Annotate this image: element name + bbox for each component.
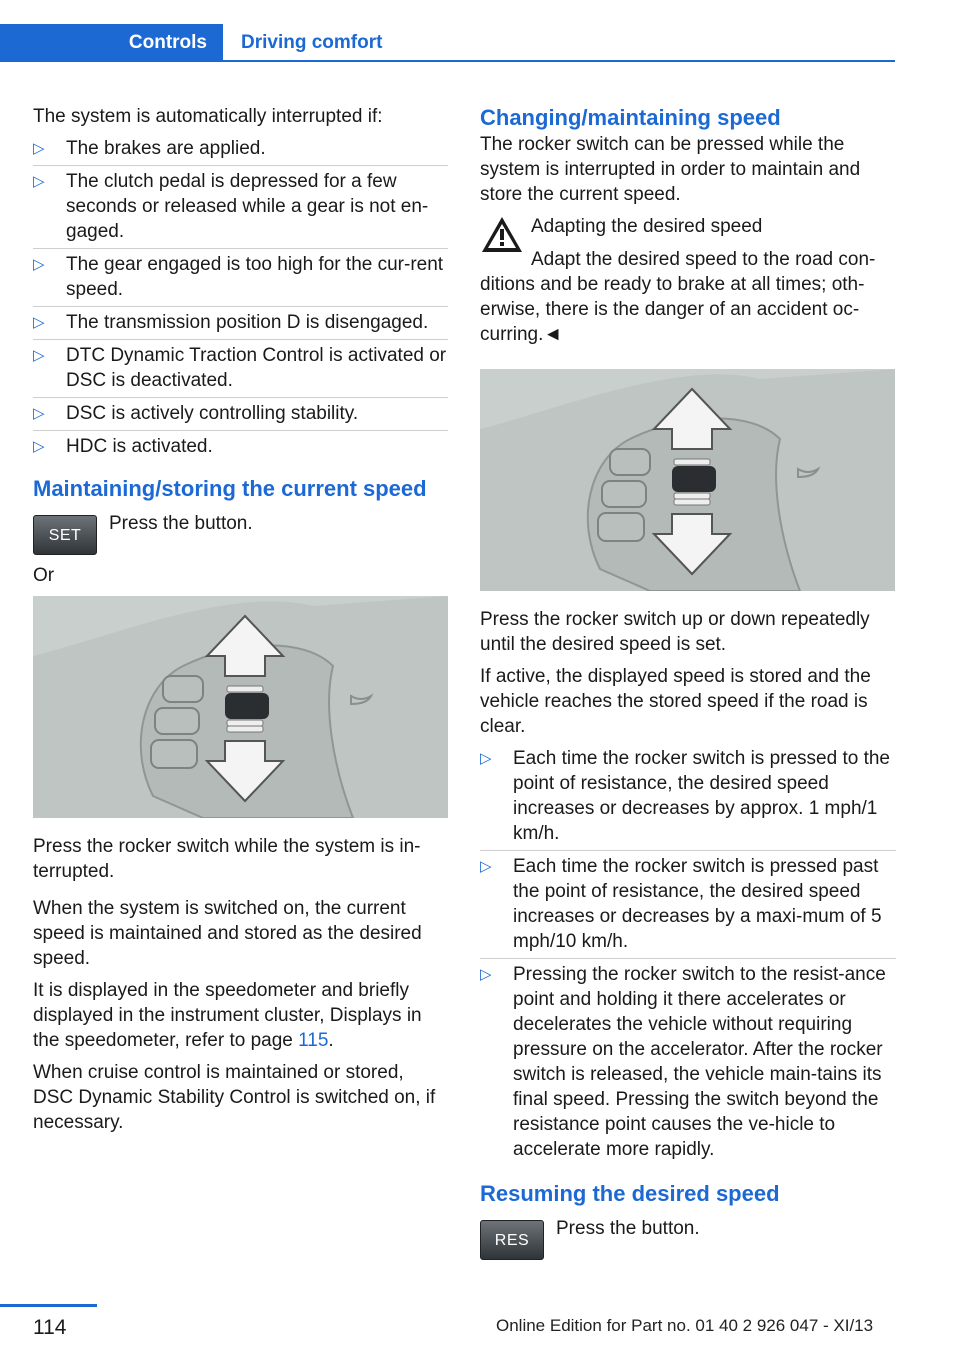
triangle-right-icon: ▷	[33, 347, 45, 364]
right-column	[480, 104, 896, 1268]
paragraph-system-on: When the system is switched on, the current speed is maintained and stored as the desired speed.	[33, 898, 422, 969]
section-heading-changing: Changing/maintaining speed	[480, 105, 781, 130]
triangle-right-icon: ▷	[33, 256, 45, 273]
section-tab-driving-comfort[interactable]: Driving comfort	[241, 32, 383, 53]
list-item: ▷ Each time the rocker switch is pressed past the point of resistance, the desired speed increases or decreases by a maxi‐mum of 5 mph/10 km/h.	[480, 854, 896, 959]
page-footer	[0, 1302, 960, 1362]
paragraph-if-active: If active, the displayed speed is stored and the vehicle reaches the stored speed if the road is clear.	[480, 666, 871, 737]
footer-rule	[0, 1304, 97, 1307]
paragraph-press-repeatedly: Press the rocker switch up or down repeatedly until the desired speed is set.	[480, 609, 870, 655]
res-button-icon: RES	[480, 1220, 544, 1260]
header-rule	[223, 60, 895, 62]
section-tab-controls[interactable]: Controls	[0, 24, 223, 62]
triangle-right-icon: ▷	[33, 438, 45, 455]
warning-text-first-line: Adapt the desired speed to the road con‐	[531, 249, 876, 270]
set-button-icon: SET	[33, 515, 97, 555]
page-number: 114	[33, 1316, 67, 1339]
press-button-text: Press the button.	[109, 513, 253, 534]
triangle-right-icon: ▷	[33, 173, 45, 190]
rocker-behavior-list	[480, 746, 896, 1166]
list-item: ▷ The transmission position D is disengaged.	[33, 310, 448, 340]
triangle-right-icon: ▷	[33, 314, 45, 331]
section-heading-maintaining: Maintaining/storing the current speed	[33, 476, 427, 501]
list-item: ▷ HDC is activated.	[33, 436, 213, 457]
or-text: Or	[33, 565, 55, 586]
steering-wheel-rocker-figure	[480, 369, 895, 591]
interrupt-conditions-list	[33, 136, 448, 463]
triangle-right-icon: ▷	[33, 405, 45, 422]
triangle-right-icon: ▷	[480, 966, 492, 983]
page-header	[0, 24, 895, 62]
list-item: ▷ The gear engaged is too high for the cur‐rent speed.	[33, 252, 448, 307]
warning-block	[480, 214, 896, 347]
triangle-right-icon: ▷	[33, 140, 45, 157]
list-item: ▷ The clutch pedal is depressed for a few seconds or released while a gear is not en‐gaged.	[33, 169, 448, 249]
intro-text: The system is automatically interrupted if:	[33, 106, 383, 127]
list-item: ▷ Each time the rocker switch is pressed to the point of resistance, the desired speed increases or decreases by approx. 1 mph/1 km/h.	[480, 746, 896, 851]
press-button-text: Press the button.	[556, 1218, 700, 1239]
list-item: ▷ The brakes are applied.	[33, 136, 448, 166]
paragraph-dsc: When cruise control is maintained or stored, DSC Dynamic Stability Control is switched on, if necessary.	[33, 1062, 436, 1133]
warning-title: Adapting the desired speed	[531, 216, 763, 237]
warning-text: ditions and be ready to brake at all times; oth‐erwise, there is the danger of an accident oc‐curring.◄	[480, 274, 865, 345]
res-button-row	[480, 1216, 896, 1260]
triangle-right-icon: ▷	[480, 858, 492, 875]
steering-wheel-rocker-figure	[33, 596, 448, 818]
section-heading-resuming: Resuming the desired speed	[480, 1181, 780, 1206]
warning-triangle-icon	[480, 214, 524, 254]
paragraph-rocker-interrupted: Press the rocker switch while the system is in‐terrupted.	[33, 836, 421, 882]
edition-text: Online Edition for Part no. 01 40 2 926 047 - XI/13	[496, 1316, 874, 1335]
list-item: ▷ DSC is actively controlling stability.	[33, 401, 448, 431]
left-column	[33, 104, 448, 1142]
paragraph-displayed: It is displayed in the speedometer and briefly displayed in the instrument cluster, Displays in the speedometer, refer to page 115.	[33, 980, 422, 1051]
list-item: ▷ DTC Dynamic Traction Control is activated or DSC is deactivated.	[33, 343, 448, 398]
triangle-right-icon: ▷	[480, 750, 492, 767]
page-link-115[interactable]: 115	[298, 1030, 329, 1051]
list-item: ▷ Pressing the rocker switch to the resist‐ance point and holding it there accelerates or decelerates the vehicle without requiring pressure on the accelerator. After the rocker switch is released, the vehicle main‐tains its final speed. Pressing the switch beyond the resistance point causes the ve‐hicle to accelerate more rapidly.	[480, 964, 886, 1160]
paragraph-rocker-interrupted-store: The rocker switch can be pressed while the system is interrupted in order to maintain and store the current speed.	[480, 134, 861, 205]
set-button-row	[33, 511, 448, 555]
